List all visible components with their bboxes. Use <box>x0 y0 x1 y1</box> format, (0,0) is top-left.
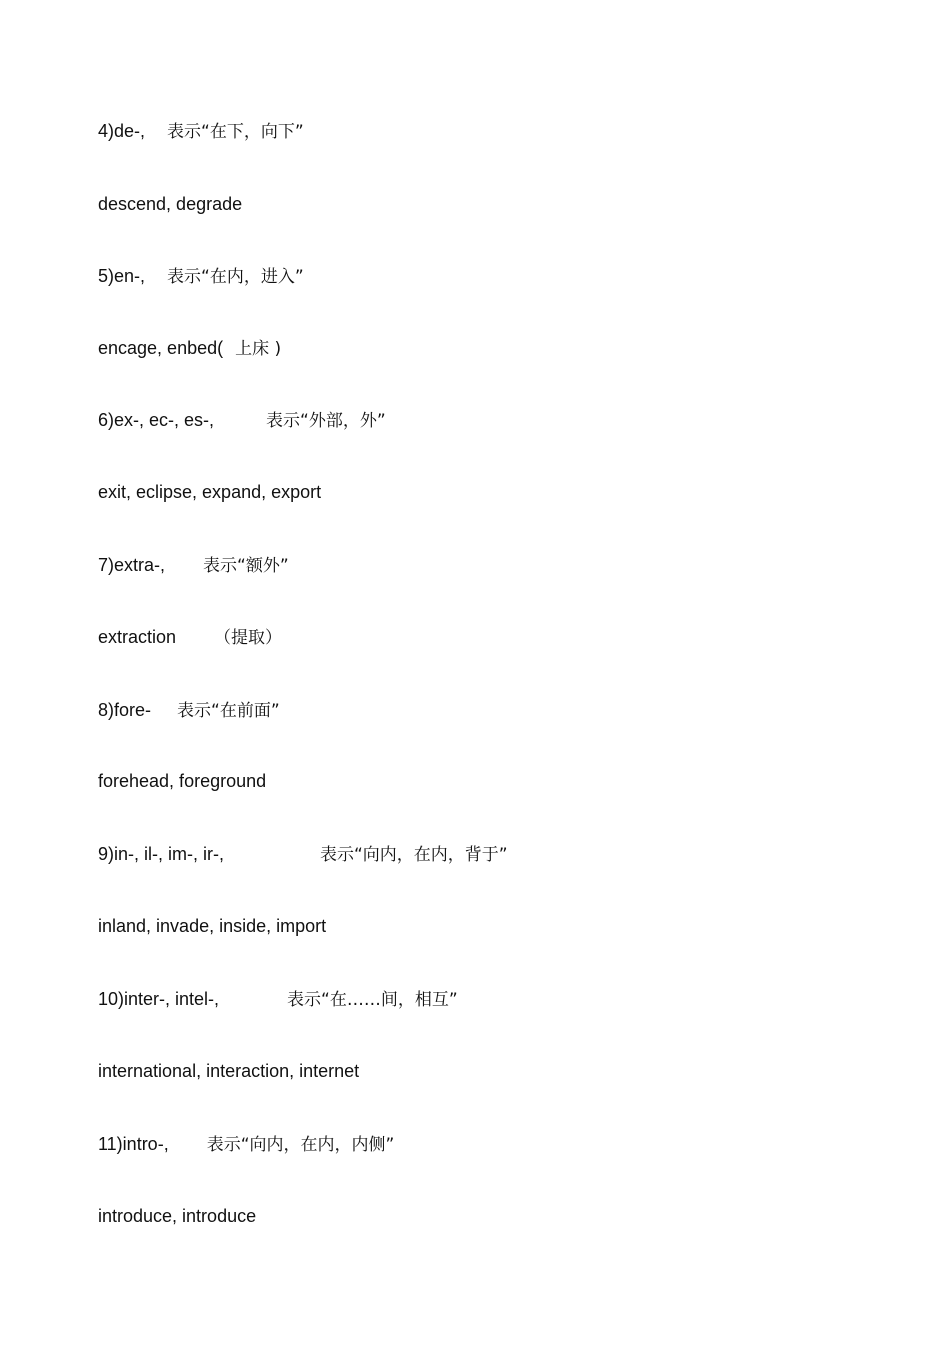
prefix-meaning: 表示“向内，在内，背于” <box>319 845 508 865</box>
prefix-line-inter <box>98 988 458 1011</box>
prefix-meaning: 表示“向内，在内，内侧” <box>206 1135 395 1155</box>
prefix-text: 11)intro-, <box>98 1134 169 1154</box>
examples-line-de: descend, degrade <box>98 194 243 214</box>
examples-line-intro: introduce, introduce <box>98 1206 257 1226</box>
examples-note: 上床 ) <box>235 339 282 359</box>
prefix-meaning: 表示“额外” <box>203 556 289 576</box>
examples-line-in: inland, invade, inside, import <box>98 916 327 936</box>
prefix-line-intro <box>98 1133 394 1156</box>
prefix-line-in <box>98 843 508 866</box>
prefix-text: 8)fore- <box>98 700 152 720</box>
examples-text: extraction <box>98 627 177 647</box>
prefix-text: 7)extra-, <box>98 555 166 575</box>
prefix-line-fore <box>98 699 280 722</box>
prefix-line-ex <box>98 409 386 432</box>
examples-line-fore: forehead, foreground <box>98 771 267 791</box>
prefix-line-extra <box>98 554 289 577</box>
prefix-meaning: 表示“在内，进入” <box>167 267 304 287</box>
prefix-text: 9)in-, il-, im-, ir-, <box>98 844 224 864</box>
examples-text: encage, enbed( <box>98 338 224 358</box>
examples-line-en <box>98 337 281 360</box>
prefix-text: 4)de-, <box>98 121 146 141</box>
prefix-line-en <box>98 265 304 288</box>
examples-line-extra <box>98 626 282 649</box>
prefix-text: 6)ex-, ec-, es-, <box>98 410 215 430</box>
prefix-meaning: 表示“在下，向下” <box>167 122 304 142</box>
prefix-line-de <box>98 120 304 143</box>
examples-note: （提取） <box>214 628 283 648</box>
prefix-text: 10)inter-, intel-, <box>98 989 220 1009</box>
prefix-meaning: 表示“在……间，相互” <box>287 990 458 1010</box>
prefix-text: 5)en-, <box>98 266 146 286</box>
prefix-meaning: 表示“外部，外” <box>266 411 386 431</box>
examples-line-ex: exit, eclipse, expand, export <box>98 482 322 502</box>
examples-line-inter: international, interaction, internet <box>98 1061 360 1081</box>
prefix-meaning: 表示“在前面” <box>177 701 280 721</box>
